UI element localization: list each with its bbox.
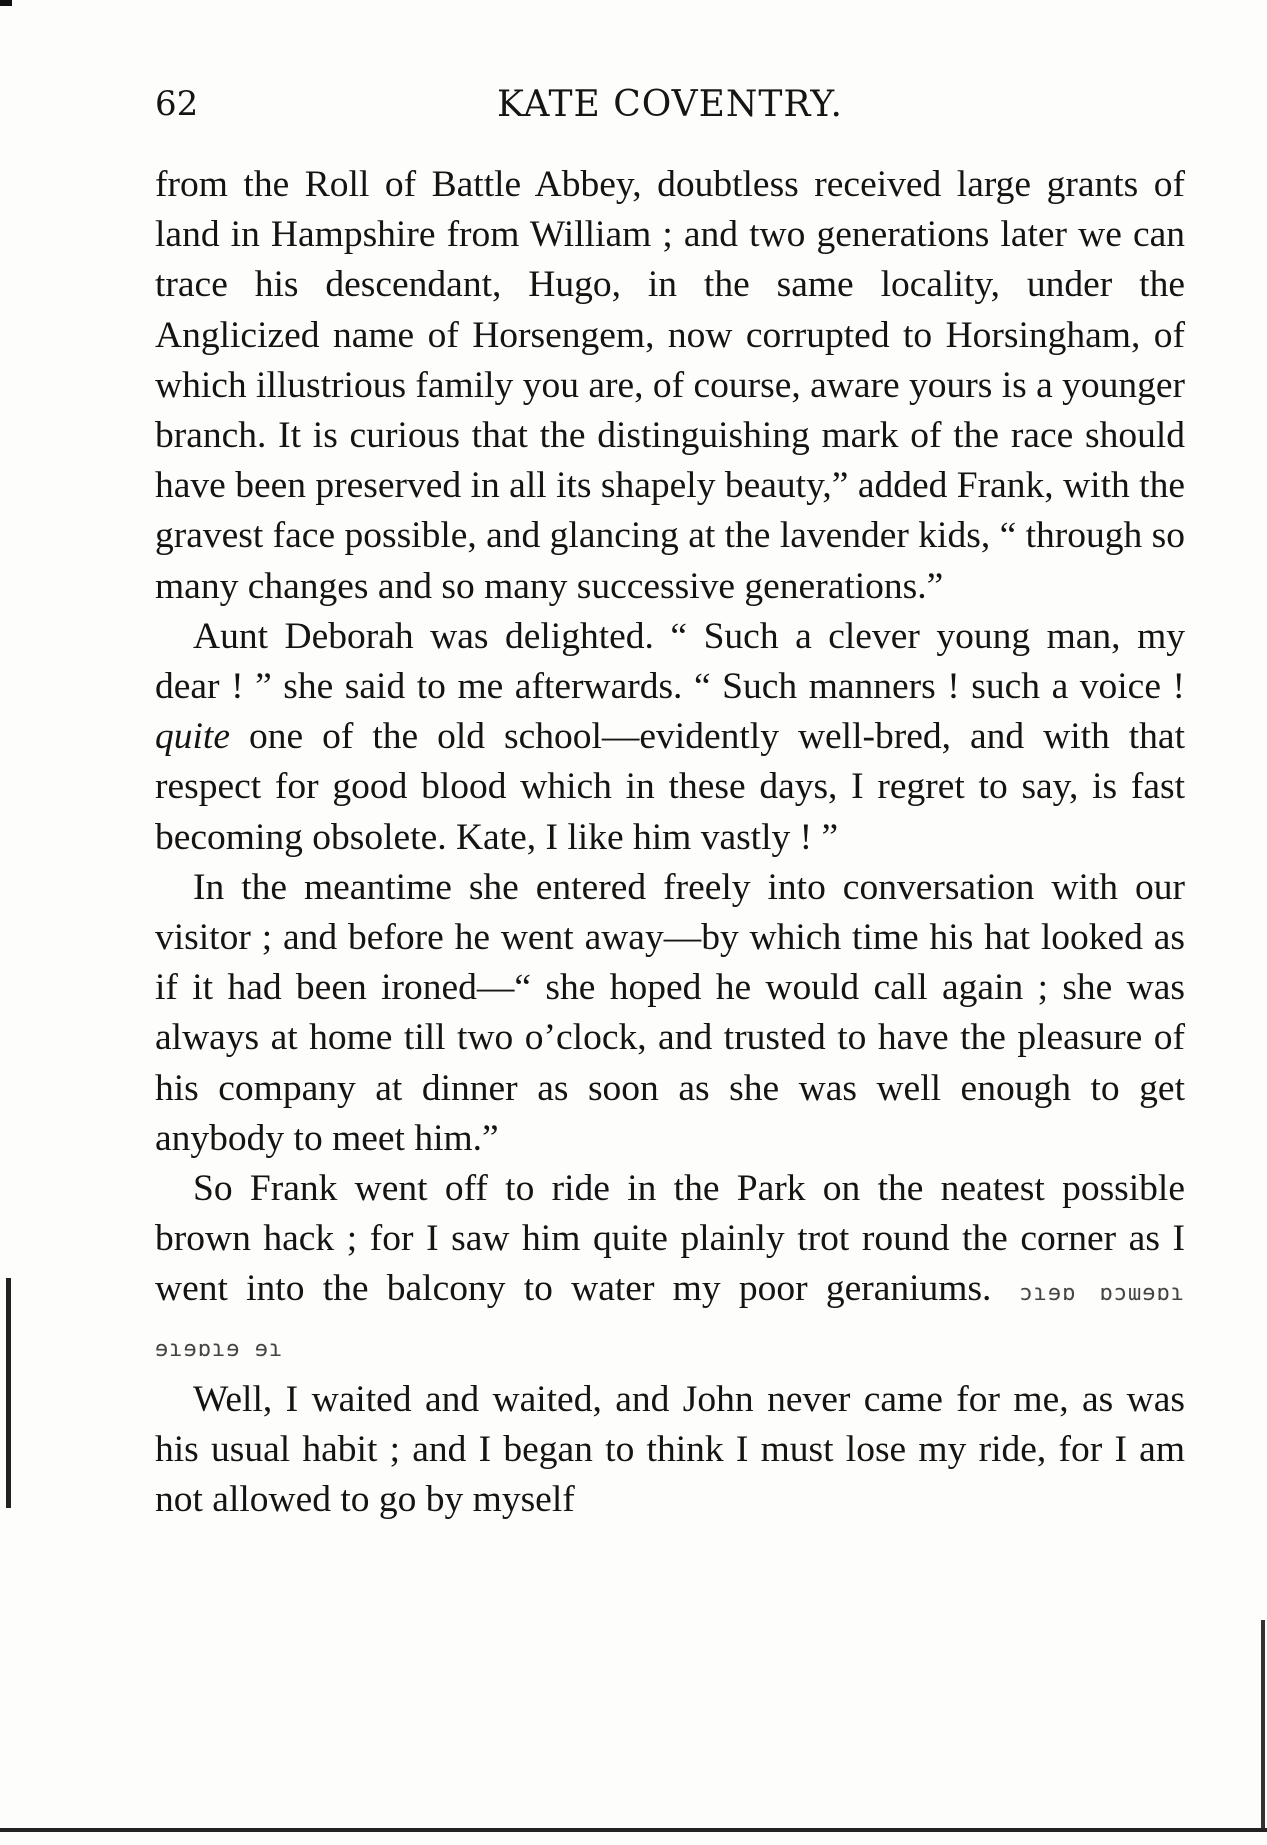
paragraph-2 bbox=[155, 612, 1185, 863]
page-corner-mark bbox=[0, 0, 12, 6]
paragraph-text: from the Roll of Battle Abbey, doubtless received large grants of land in Hampshire from William ; and two generations later we can trace his descendant, Hugo, in the same locality, under the Anglicized name of Horsengem, now corrupted to Horsingham, of which illustrious family you are, of course, aware yours is a younger branch. It is curious that the distinguishing mark of the race should have been preserved in all its shapely beauty,” added Frank, with the gravest face possible, and glancing at the lavender kids, “ through so many changes and so many successive generations.” bbox=[155, 164, 1185, 607]
page-edge-mark bbox=[1261, 1620, 1265, 1830]
show-through-text: ɔɿɘɒ ɒɔɯɘɒɿ ɘɿɘɒɿɘ ɘɿ bbox=[155, 1281, 1185, 1362]
running-title: KATE COVENTRY. bbox=[497, 84, 843, 125]
paragraph-5 bbox=[155, 1375, 1185, 1526]
binding-edge-mark bbox=[6, 1278, 11, 1508]
paragraph-text: In the meantime she entered freely into conversation with our visitor ; and before he went away—by which time his hat looked as if it had been ironed—“ she hoped he would call again ; she was always at home till two o’clock, and trusted to have the pleasure of his company at dinner as soon as she was well enough to get anybody to meet him.” bbox=[155, 866, 1185, 1159]
body-text bbox=[155, 160, 1185, 1525]
paragraph-text: Aunt Deborah was delighted. “ Such a clever young man, my dear ! ” she said to me afterwards. “ Such manners ! such a voice ! bbox=[155, 615, 1185, 708]
paragraph-1 bbox=[155, 160, 1185, 612]
paragraph-text: Well, I waited and waited, and John never came for me, as was his usual habit ; and I began to think I must lose my ride, for I am not allowed to go by myself bbox=[155, 1378, 1185, 1521]
paragraph-text: So Frank went off to ride in the Park on the neatest possible brown hack ; for I saw him quite plainly trot round the corner as I went into the balcony to water my poor geraniums. bbox=[155, 1168, 1185, 1310]
paragraph-text: one of the old school—evidently well-bred, and with that respect for good blood which in these days, I regret to say, is fast becoming obsolete. Kate, I like him vastly ! ” bbox=[155, 716, 1185, 858]
paragraph-4 bbox=[155, 1164, 1185, 1375]
paragraph-3 bbox=[155, 863, 1185, 1164]
italic-word: quite bbox=[155, 716, 230, 758]
page-header bbox=[155, 84, 1185, 134]
page-number: 62 bbox=[155, 84, 199, 124]
page-bottom-edge bbox=[0, 1828, 1267, 1832]
